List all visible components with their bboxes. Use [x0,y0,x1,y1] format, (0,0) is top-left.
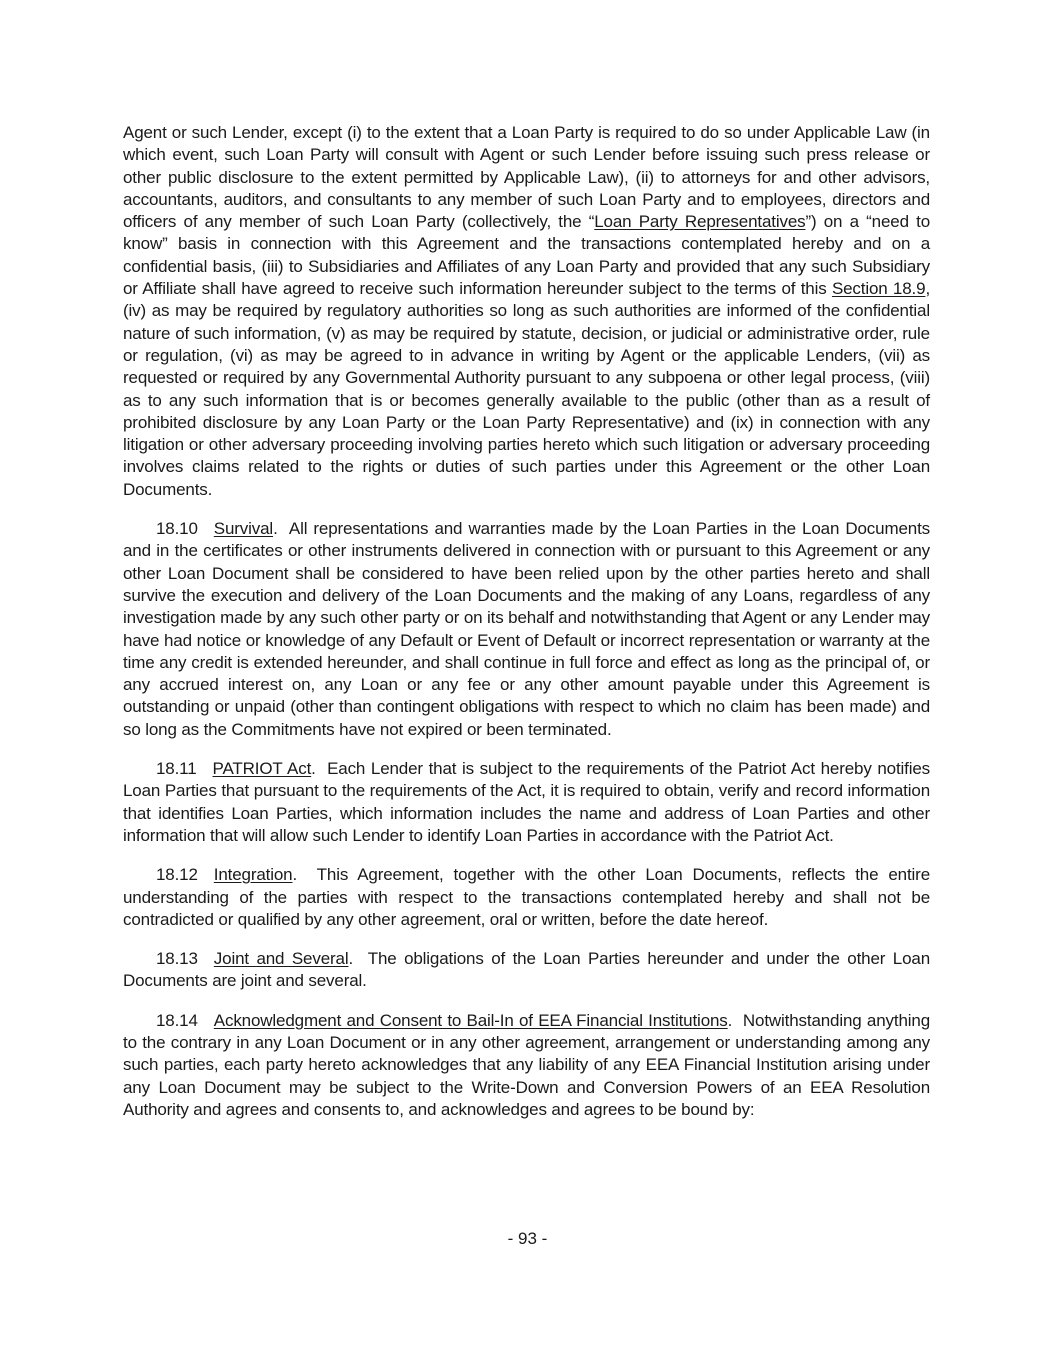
section-heading: PATRIOT Act [212,759,312,779]
section-body: . Each Lender that is subject to the requirements of the Patriot Act hereby notifies Loan Parties that pursuant to the requirements of the Act, it is required to obtain, verify and record information that identifies Loan Parties, which information includes the name and address of Loan Parties and other information that will allow such Lender to identify Loan Parties in accordance with the Patriot Act. [123,759,930,845]
page-number: - 93 - [507,1229,548,1248]
section-number: 18.10 [156,519,198,539]
underlined-cross-reference-section-18-9: Section 18.9 [831,279,926,299]
section-integration [123,864,930,931]
section-number: 18.14 [156,1010,198,1030]
section-heading: Joint and Several [213,949,349,969]
section-number: 18.11 [156,759,197,779]
body-text: ”) on a “need to know” basis in connection with this Agreement and the transactions contemplated hereby and on a confidential basis, (iii) to Subsidiaries and Affiliates of any Loan Party and provided that any such Subsidiary or Affiliate shall have agreed to receive such information hereunder subject to the terms of this [123,212,930,299]
section-body: . All representations and warranties made by the Loan Parties in the Loan Documents and in the certificates or other instruments delivered in connection with or pursuant to this Agreement or any other Loan Document shall be considered to have been relied upon by the other parties hereto and shall survive the execution and delivery of the Loan Documents and the making of any Loans, regardless of any investigation made by any such other party or on its behalf and notwithstanding that Agent or any Lender may have had notice or knowledge of any Default or Event of Default or incorrect representation or warranty at the time any credit is extended hereunder, and shall continue in full force and effect as long as the principal of, or any accrued interest on, any Loan or any fee or any other amount payable under this Agreement is outstanding or unpaid (other than contingent obligations with respect to which no claim has been made) and so long as the Commitments have not expired or been terminated. [123,519,930,739]
section-joint-and-several [123,948,930,993]
body-text: Agent or such Lender, except (i) to the extent that a Loan Party is required to do so under Applicable Law (in which event, such Loan Party will consult with Agent or such Lender before issuing such press release or other public disclosure to the extent permitted by Applicable Law), (ii) to attorneys for and other advisors, accountants, auditors, and consultants to any member of such Loan Party and to employees, directors and officers of any member of such Loan Party (collectively, the “ [123,123,930,232]
section-number: 18.13 [156,949,198,969]
section-heading: Acknowledgment and Consent to Bail-In of EEA Financial Institutions [213,1010,728,1030]
section-heading: Survival [213,519,274,539]
section-patriot-act [123,758,930,847]
section-body: . The obligations of the Loan Parties hereunder and under the other Loan Documents are joint and several. [123,949,931,991]
underlined-term-loan-party-representatives: Loan Party Representatives [594,212,806,232]
body-text: , (iv) as may be required by regulatory authorities so long as such authorities are informed of the confidential nature of such information, (v) as may be required by statute, decision, or judicial or administrative order, rule or regulation, (vi) as may be agreed to in advance in writing by Agent or the applicable Lenders, (vii) as requested or required by any Governmental Authority pursuant to any subpoena or other legal process, (viii) as to any such information that is or becomes generally available to the public (other than as a result of prohibited disclosure by any Loan Party or the Loan Party Representative) and (ix) in connection with any litigation or other adversary proceeding involving parties hereto which such litigation or adversary proceeding involves claims related to the rights or duties of such parties under this Agreement or the other Loan Documents. [123,279,931,499]
section-survival [123,518,930,741]
section-body: . This Agreement, together with the other Loan Documents, reflects the entire understanding of the parties with respect to the transactions contemplated hereby and shall not be contradicted or qualified by any other agreement, oral or written, before the date hereof. [123,865,930,929]
section-bail-in-eea [123,1010,930,1121]
paragraph-confidentiality-continuation [123,122,930,501]
section-heading: Integration [213,865,293,885]
section-body: . Notwithstanding anything to the contrary in any Loan Document or in any other agreement, arrangement or understanding among any such parties, each party hereto acknowledges that any liability of any EEA Financial Institution arising under any Loan Document may be subject to the Write-Down and Conversion Powers of an EEA Resolution Authority and agrees and consents to, and acknowledges and agrees to be bound by: [123,1010,931,1119]
section-number: 18.12 [156,865,198,885]
